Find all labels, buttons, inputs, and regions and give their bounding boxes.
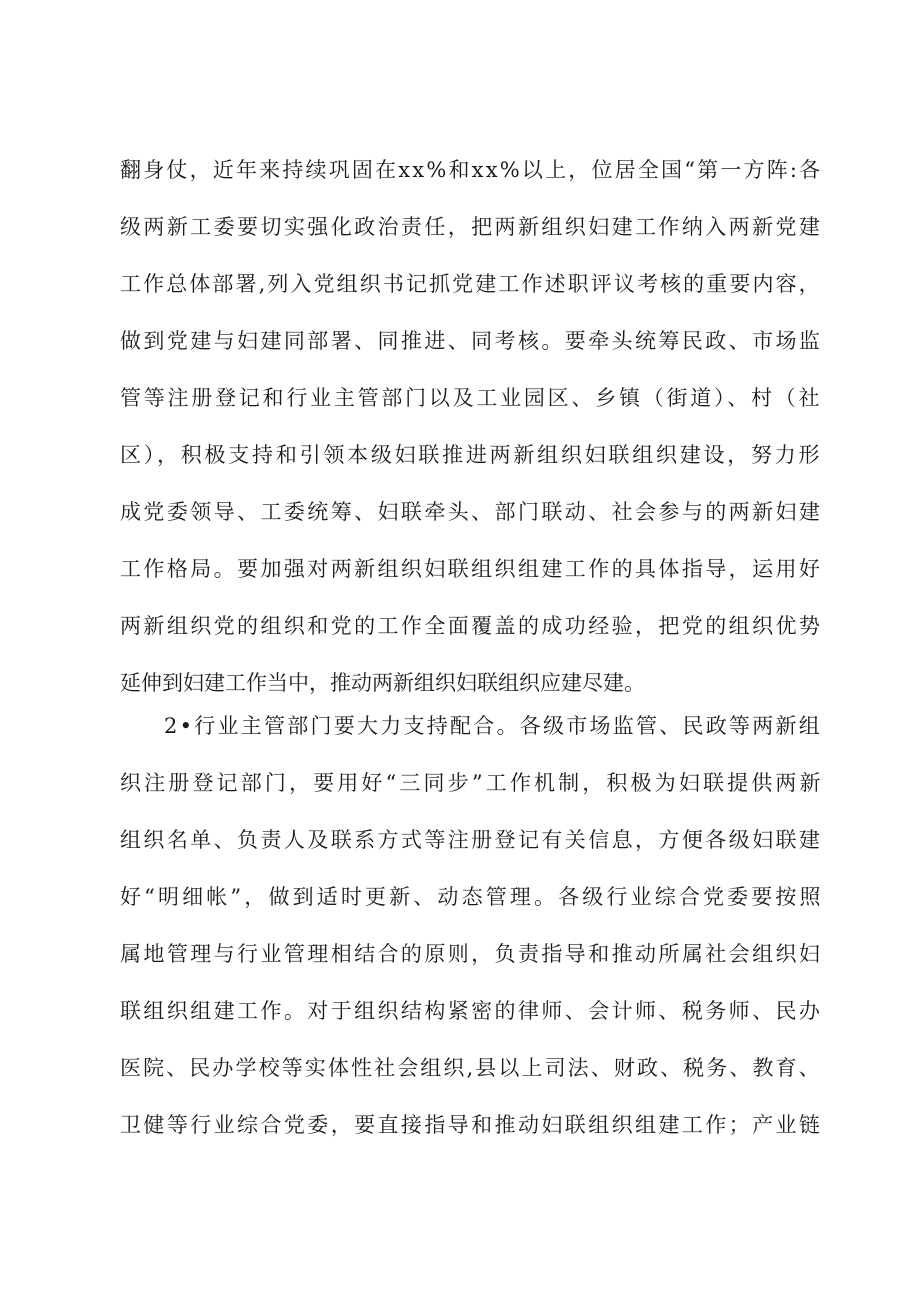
paragraph-line: 两新组织党的组织和党的工作全面覆盖的成功经验，把党的组织优势 xyxy=(120,614,823,638)
paragraph-line: 做到党建与妇建同部署、同推进、同考核。要牵头统筹民政、市场监 xyxy=(120,329,823,353)
paragraph-line: 翻身仗，近年来持续巩固在xx%和xx%以上，位居全国“第一方阵:各 xyxy=(120,158,823,182)
paragraph-line: 属地管理与行业管理相结合的原则，负责指导和推动所属社会组织妇 xyxy=(120,942,823,966)
paragraph-line: 级两新工委要切实强化政治责任，把两新组织妇建工作纳入两新党建 xyxy=(120,215,823,239)
paragraph-line: 组织名单、负责人及联系方式等注册登记有关信息，方便各级妇联建 xyxy=(120,828,823,852)
paragraph-line: 织注册登记部门，要用好“三同步”工作机制，积极为妇联提供两新 xyxy=(120,771,824,795)
paragraph-line: 工作总体部署,列入党组织书记抓党建工作述职评议考核的重要内容， xyxy=(120,272,822,296)
paragraph-line: 工作格局。要加强对两新组织妇联组织组建工作的具体指导，运用好 xyxy=(120,557,823,581)
paragraph-line: 联组织组建工作。对于组织结构紧密的律师、会计师、税务师、民办 xyxy=(120,999,823,1023)
paragraph-line: 区），积极支持和引领本级妇联推进两新组织妇联组织建设，努力形 xyxy=(120,443,823,467)
paragraph-line: 医院、民办学校等实体性社会组织,县以上司法、财政、税务、教育、 xyxy=(120,1056,822,1080)
paragraph-line: 延伸到妇建工作当中，推动两新组织妇联组织应建尽建。 xyxy=(120,671,645,695)
paragraph-line: 成党委领导、工委统筹、妇联牵头、部门联动、社会参与的两新妇建 xyxy=(120,500,823,524)
paragraph-line: 好“明细帐”，做到适时更新、动态管理。各级行业综合党委要按照 xyxy=(120,885,824,909)
paragraph-line: 卫健等行业综合党委，要直接指导和推动妇联组织组建工作；产业链 xyxy=(120,1113,823,1137)
paragraph-line: 管等注册登记和行业主管部门以及工业园区、乡镇（街道）、村（社 xyxy=(120,386,823,410)
paragraph-line: 2•行业主管部门要大力支持配合。各级市场监管、民政等两新组 xyxy=(164,714,822,738)
